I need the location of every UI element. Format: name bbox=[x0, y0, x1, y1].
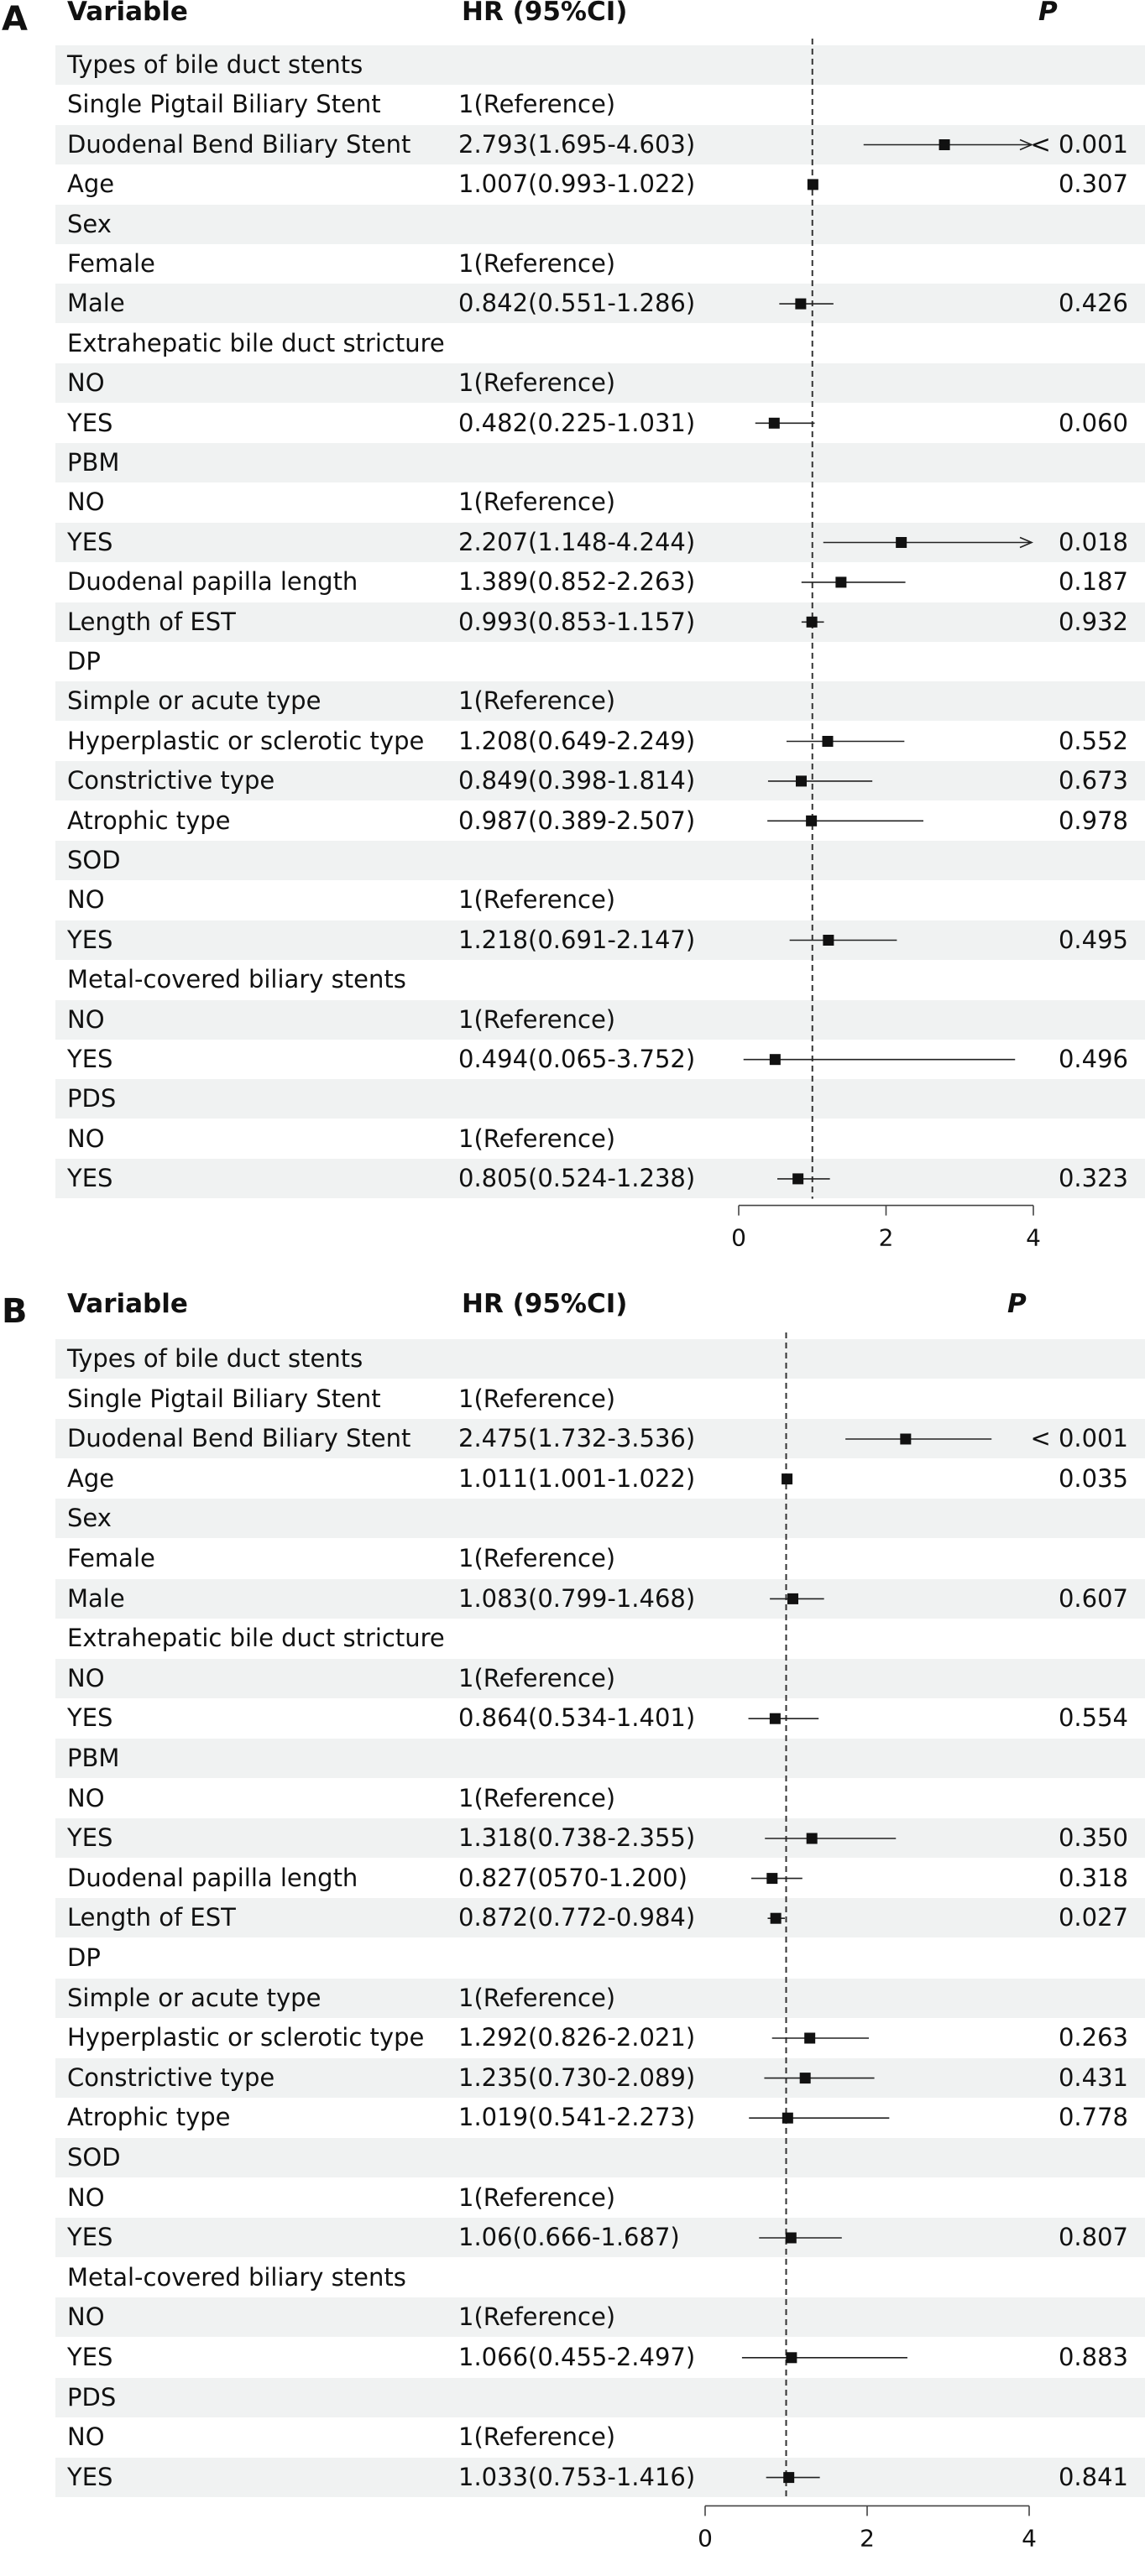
row-variable-label: Length of EST bbox=[67, 607, 236, 636]
row-hr-text: 1(Reference) bbox=[458, 1124, 616, 1153]
row-hr-text: 1(Reference) bbox=[458, 249, 616, 278]
hr-point bbox=[807, 1833, 818, 1844]
hr-point bbox=[782, 2113, 793, 2124]
row-p-value: 0.187 bbox=[1058, 567, 1128, 597]
row-variable-label: PDS bbox=[67, 2382, 117, 2412]
row-p-value: 0.060 bbox=[1058, 408, 1128, 437]
forest-plot-svg-a bbox=[0, 0, 1145, 1284]
row-p-value: 0.496 bbox=[1058, 1045, 1128, 1073]
row-variable-label: Atrophic type bbox=[67, 806, 231, 835]
row-variable-label: NO bbox=[67, 368, 105, 398]
row-p-value: 0.554 bbox=[1058, 1703, 1128, 1733]
row-variable-label: Single Pigtail Biliary Stent bbox=[67, 90, 381, 119]
row-hr-text: 2.475(1.732-3.536) bbox=[458, 1424, 696, 1453]
row-variable-label: NO bbox=[67, 1783, 105, 1812]
header-hr-b: HR (95%CI) bbox=[462, 1289, 628, 1319]
hr-point bbox=[804, 2033, 815, 2044]
row-p-value: 0.018 bbox=[1058, 527, 1128, 556]
header-p-a: P bbox=[1038, 0, 1058, 27]
row-variable-label: Extrahepatic bile duct stricture bbox=[67, 1624, 445, 1653]
row-variable-label: SOD bbox=[67, 2143, 121, 2172]
row-variable-label: YES bbox=[67, 527, 113, 556]
row-p-value: 0.978 bbox=[1058, 806, 1128, 835]
row-hr-text: 0.993(0.853-1.157) bbox=[458, 607, 696, 636]
row-p-value: < 0.001 bbox=[1030, 1424, 1128, 1453]
hr-point bbox=[787, 1593, 798, 1604]
row-variable-label: YES bbox=[67, 408, 113, 437]
row-hr-text: 1.235(0.730-2.089) bbox=[458, 2062, 696, 2092]
hr-point bbox=[766, 1873, 777, 1884]
row-hr-text: 1.389(0.852-2.263) bbox=[458, 567, 696, 597]
row-hr-text: 0.482(0.225-1.031) bbox=[458, 408, 696, 437]
row-p-value: 0.495 bbox=[1058, 925, 1128, 954]
row-hr-text: 1.033(0.753-1.416) bbox=[458, 2462, 696, 2491]
row-variable-label: SOD bbox=[67, 846, 121, 874]
row-hr-text: 2.793(1.695-4.603) bbox=[458, 129, 696, 159]
row-p-value: 0.552 bbox=[1058, 726, 1128, 755]
x-tick-label: 2 bbox=[860, 2524, 875, 2553]
row-variable-label: Male bbox=[67, 289, 125, 318]
row-hr-text: 1(Reference) bbox=[458, 1544, 616, 1572]
hr-point bbox=[806, 816, 817, 827]
row-hr-text: 1(Reference) bbox=[458, 1783, 616, 1812]
row-variable-label: Single Pigtail Biliary Stent bbox=[67, 1384, 381, 1413]
row-p-value: 0.426 bbox=[1058, 289, 1128, 318]
row-hr-text: 0.849(0.398-1.814) bbox=[458, 766, 696, 795]
hr-point bbox=[771, 1913, 782, 1924]
hr-point bbox=[939, 139, 950, 150]
row-variable-label: NO bbox=[67, 2422, 105, 2452]
row-variable-label: Extrahepatic bile duct stricture bbox=[67, 328, 445, 357]
row-hr-text: 1.066(0.455-2.497) bbox=[458, 2343, 696, 2371]
row-variable-label: Types of bile duct stents bbox=[67, 1344, 363, 1373]
row-variable-label: NO bbox=[67, 2182, 105, 2212]
row-hr-text: 1.318(0.738-2.355) bbox=[458, 1823, 696, 1853]
hr-point bbox=[792, 1173, 803, 1184]
row-variable-label: YES bbox=[67, 1823, 113, 1853]
row-variable-label: YES bbox=[67, 1703, 113, 1733]
row-variable-label: PBM bbox=[67, 1744, 120, 1772]
row-hr-text: 1.083(0.799-1.468) bbox=[458, 1583, 696, 1613]
row-hr-text: 1(Reference) bbox=[458, 1384, 616, 1413]
row-p-value: 0.932 bbox=[1058, 607, 1128, 636]
row-variable-label: Hyperplastic or sclerotic type bbox=[67, 2023, 425, 2052]
row-variable-label: Age bbox=[67, 1463, 115, 1493]
row-p-value: 0.035 bbox=[1058, 1463, 1128, 1493]
row-variable-label: Types of bile duct stents bbox=[67, 50, 363, 79]
row-variable-label: Simple or acute type bbox=[67, 1983, 322, 2012]
row-hr-text: 1.292(0.826-2.021) bbox=[458, 2023, 696, 2052]
hr-point bbox=[800, 2073, 811, 2083]
hr-point bbox=[786, 2352, 797, 2363]
x-tick-label: 2 bbox=[878, 1223, 894, 1252]
row-hr-text: 2.207(1.148-4.244) bbox=[458, 527, 696, 556]
row-hr-text: 0.805(0.524-1.238) bbox=[458, 1164, 696, 1193]
row-hr-text: 1(Reference) bbox=[458, 2422, 616, 2452]
hr-point bbox=[769, 418, 780, 429]
row-hr-text: 1(Reference) bbox=[458, 90, 616, 119]
row-variable-label: Metal-covered biliary stents bbox=[67, 965, 406, 994]
row-variable-label: YES bbox=[67, 2343, 113, 2371]
row-hr-text: 0.827(0570-1.200) bbox=[458, 1863, 688, 1892]
header-p-b: P bbox=[1007, 1289, 1027, 1319]
row-hr-text: 1.019(0.541-2.273) bbox=[458, 2103, 696, 2132]
row-p-value: 0.318 bbox=[1058, 1863, 1128, 1892]
hr-point bbox=[835, 576, 846, 587]
row-variable-label: NO bbox=[67, 1004, 105, 1034]
row-variable-label: YES bbox=[67, 1164, 113, 1193]
row-p-value: 0.607 bbox=[1058, 1583, 1128, 1613]
hr-point bbox=[770, 1054, 781, 1065]
hr-point bbox=[807, 617, 818, 628]
header-variable-a: Variable bbox=[67, 0, 188, 27]
hr-point bbox=[808, 179, 818, 190]
row-hr-text: 1.218(0.691-2.147) bbox=[458, 925, 696, 954]
hr-point bbox=[796, 775, 807, 786]
row-variable-label: Sex bbox=[67, 209, 112, 238]
row-variable-label: Male bbox=[67, 1583, 125, 1613]
row-variable-label: Female bbox=[67, 1544, 155, 1572]
row-variable-label: PBM bbox=[67, 448, 120, 477]
row-hr-text: 1(Reference) bbox=[458, 885, 616, 915]
row-variable-label: NO bbox=[67, 488, 105, 517]
row-variable-label: DP bbox=[67, 1943, 101, 1972]
x-tick-label: 4 bbox=[1026, 1223, 1041, 1252]
x-tick-label: 4 bbox=[1022, 2524, 1037, 2553]
row-variable-label: PDS bbox=[67, 1084, 117, 1113]
row-p-value: 0.431 bbox=[1058, 2062, 1128, 2092]
row-variable-label: Duodenal Bend Biliary Stent bbox=[67, 129, 411, 159]
row-hr-text: 0.872(0.772-0.984) bbox=[458, 1903, 696, 1932]
row-p-value: 0.263 bbox=[1058, 2023, 1128, 2052]
row-variable-label: Constrictive type bbox=[67, 766, 275, 795]
hr-point bbox=[795, 299, 806, 310]
row-p-value: 0.778 bbox=[1058, 2103, 1128, 2132]
row-hr-text: 0.864(0.534-1.401) bbox=[458, 1703, 696, 1733]
row-variable-label: NO bbox=[67, 1663, 105, 1692]
row-hr-text: 1(Reference) bbox=[458, 1983, 616, 2012]
row-hr-text: 1(Reference) bbox=[458, 2302, 616, 2332]
row-hr-text: 1.06(0.666-1.687) bbox=[458, 2223, 680, 2252]
row-p-value: 0.027 bbox=[1058, 1903, 1128, 1932]
row-p-value: 0.350 bbox=[1058, 1823, 1128, 1853]
row-variable-label: Sex bbox=[67, 1504, 112, 1533]
row-hr-text: 1(Reference) bbox=[458, 368, 616, 398]
header-variable-b: Variable bbox=[67, 1289, 188, 1319]
row-variable-label: YES bbox=[67, 2223, 113, 2252]
panel-label-b: B bbox=[2, 1292, 28, 1331]
hr-point bbox=[823, 736, 834, 747]
row-variable-label: Female bbox=[67, 249, 155, 278]
row-p-value: 0.323 bbox=[1058, 1164, 1128, 1193]
row-hr-text: 1(Reference) bbox=[458, 686, 616, 716]
panel-label-a: A bbox=[2, 0, 28, 39]
forest-plot-svg-b bbox=[0, 1292, 1145, 2576]
row-hr-text: 1.011(1.001-1.022) bbox=[458, 1463, 696, 1493]
row-p-value: 0.673 bbox=[1058, 766, 1128, 795]
row-variable-label: NO bbox=[67, 2302, 105, 2332]
row-variable-label: Simple or acute type bbox=[67, 686, 322, 716]
hr-point bbox=[823, 935, 834, 946]
row-variable-label: Length of EST bbox=[67, 1903, 236, 1932]
row-hr-text: 0.987(0.389-2.507) bbox=[458, 806, 696, 835]
row-p-value: 0.307 bbox=[1058, 169, 1128, 199]
row-hr-text: 1(Reference) bbox=[458, 1004, 616, 1034]
row-hr-text: 0.494(0.065-3.752) bbox=[458, 1045, 696, 1073]
row-hr-text: 1.208(0.649-2.249) bbox=[458, 726, 696, 755]
row-hr-text: 1(Reference) bbox=[458, 2182, 616, 2212]
row-variable-label: Duodenal Bend Biliary Stent bbox=[67, 1424, 411, 1453]
hr-point bbox=[900, 1434, 911, 1445]
x-tick-label: 0 bbox=[698, 2524, 713, 2553]
row-variable-label: NO bbox=[67, 1124, 105, 1153]
hr-point bbox=[770, 1713, 781, 1724]
row-hr-text: 1(Reference) bbox=[458, 1663, 616, 1692]
hr-point bbox=[782, 1473, 792, 1484]
row-variable-label: Hyperplastic or sclerotic type bbox=[67, 726, 425, 755]
hr-point bbox=[896, 537, 907, 548]
row-variable-label: Age bbox=[67, 169, 115, 199]
x-tick-label: 0 bbox=[731, 1223, 746, 1252]
row-variable-label: YES bbox=[67, 925, 113, 954]
row-variable-label: Duodenal papilla length bbox=[67, 567, 358, 597]
row-variable-label: NO bbox=[67, 885, 105, 915]
row-variable-label: YES bbox=[67, 2462, 113, 2491]
header-hr-a: HR (95%CI) bbox=[462, 0, 628, 27]
row-variable-label: Atrophic type bbox=[67, 2103, 231, 2132]
row-p-value: 0.841 bbox=[1058, 2462, 1128, 2491]
row-variable-label: DP bbox=[67, 647, 101, 675]
row-hr-text: 1.007(0.993-1.022) bbox=[458, 169, 696, 199]
hr-point bbox=[786, 2233, 797, 2244]
row-p-value: < 0.001 bbox=[1030, 129, 1128, 159]
hr-point bbox=[783, 2472, 794, 2483]
row-variable-label: Constrictive type bbox=[67, 2062, 275, 2092]
row-hr-text: 1(Reference) bbox=[458, 488, 616, 517]
row-hr-text: 0.842(0.551-1.286) bbox=[458, 289, 696, 318]
row-variable-label: YES bbox=[67, 1045, 113, 1073]
row-p-value: 0.807 bbox=[1058, 2223, 1128, 2252]
row-variable-label: Metal-covered biliary stents bbox=[67, 2262, 406, 2292]
row-p-value: 0.883 bbox=[1058, 2343, 1128, 2371]
row-variable-label: Duodenal papilla length bbox=[67, 1863, 358, 1892]
